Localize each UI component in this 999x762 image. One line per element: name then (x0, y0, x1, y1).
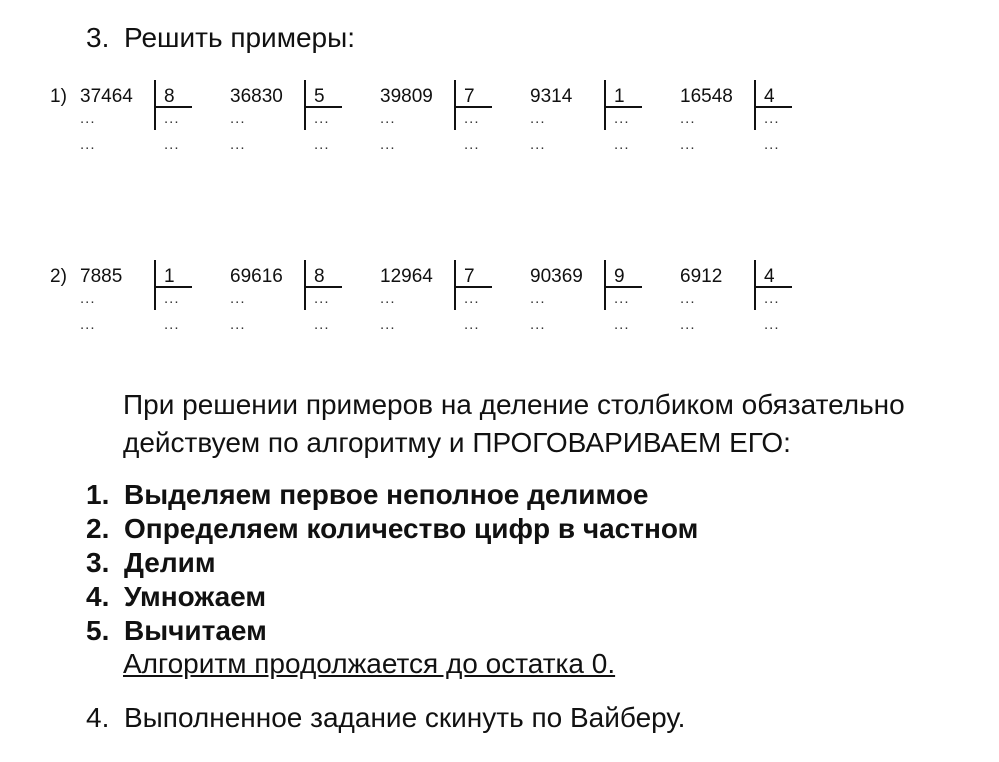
step-number: 1. (86, 479, 110, 510)
working-placeholder: ... (764, 316, 780, 333)
algorithm-note: Алгоритм продолжается до остатка 0. (123, 648, 616, 679)
row-label: 2) (50, 266, 67, 287)
algorithm-step (86, 614, 698, 648)
quotient-placeholder: ... (464, 290, 480, 307)
dividend: 9314 (530, 86, 573, 107)
working-placeholder: ... (464, 136, 480, 153)
working-placeholder: ... (530, 316, 546, 333)
division-example (680, 76, 800, 156)
task3-title: Решить примеры: (124, 22, 355, 53)
working-placeholder: ... (164, 316, 180, 333)
working-placeholder: ... (380, 136, 396, 153)
divisor: 8 (314, 266, 325, 287)
algorithm-steps (86, 478, 698, 648)
working-placeholder: ... (614, 316, 630, 333)
step-text: Определяем количество цифр в частном (124, 513, 699, 544)
quotient-placeholder: ... (464, 110, 480, 127)
quotient-placeholder: ... (764, 110, 780, 127)
division-bar-vertical (604, 80, 606, 130)
division-bar-vertical (154, 260, 156, 310)
quotient-placeholder: ... (314, 110, 330, 127)
dividend: 69616 (230, 266, 283, 287)
working-placeholder: ... (764, 136, 780, 153)
examples-row-2 (50, 256, 810, 336)
working-placeholder: ... (530, 136, 546, 153)
instructions-line-2: действуем по алгоритму и ПРОГОВАРИВАЕМ ЕГО: (123, 427, 791, 458)
row-label: 1) (50, 86, 67, 107)
step-number: 5. (86, 615, 110, 646)
algorithm-step (86, 546, 698, 580)
division-bar-vertical (304, 80, 306, 130)
working-placeholder: ... (80, 316, 96, 333)
quotient-placeholder: ... (314, 290, 330, 307)
working-placeholder: ... (380, 110, 396, 127)
working-placeholder: ... (164, 136, 180, 153)
working-placeholder: ... (530, 290, 546, 307)
step-text: Делим (124, 547, 216, 578)
quotient-placeholder: ... (614, 290, 630, 307)
working-placeholder: ... (464, 316, 480, 333)
divisor: 7 (464, 86, 475, 107)
step-number: 4. (86, 581, 110, 612)
task3-heading (86, 22, 355, 54)
division-example (380, 76, 500, 156)
working-placeholder: ... (614, 136, 630, 153)
working-placeholder: ... (230, 136, 246, 153)
divisor: 9 (614, 266, 625, 287)
working-placeholder: ... (314, 316, 330, 333)
working-placeholder: ... (230, 290, 246, 307)
instructions-paragraph (123, 386, 983, 462)
division-example (80, 256, 200, 336)
division-bar-vertical (754, 260, 756, 310)
working-placeholder: ... (230, 316, 246, 333)
step-number: 3. (86, 547, 110, 578)
working-placeholder: ... (80, 136, 96, 153)
working-placeholder: ... (380, 316, 396, 333)
dividend: 37464 (80, 86, 133, 107)
step-number: 2. (86, 513, 110, 544)
divisor: 4 (764, 86, 775, 107)
instructions-line-1: При решении примеров на деление столбиком обязательно (123, 389, 905, 420)
step-text: Умножаем (124, 581, 267, 612)
working-placeholder: ... (80, 290, 96, 307)
divisor: 4 (764, 266, 775, 287)
dividend: 36830 (230, 86, 283, 107)
division-example (230, 76, 350, 156)
divisor: 1 (614, 86, 625, 107)
task4-line (86, 702, 685, 734)
division-example (530, 76, 650, 156)
division-bar-vertical (754, 80, 756, 130)
working-placeholder: ... (680, 316, 696, 333)
step-text: Выделяем первое неполное делимое (124, 479, 649, 510)
algorithm-step (86, 512, 698, 546)
quotient-placeholder: ... (164, 110, 180, 127)
divisor: 8 (164, 86, 175, 107)
dividend: 12964 (380, 266, 433, 287)
divisor: 1 (164, 266, 175, 287)
quotient-placeholder: ... (764, 290, 780, 307)
division-bar-vertical (154, 80, 156, 130)
task3-number: 3. (86, 22, 110, 53)
dividend: 16548 (680, 86, 733, 107)
dividend: 7885 (80, 266, 123, 287)
algorithm-step (86, 478, 698, 512)
division-bar-vertical (304, 260, 306, 310)
task4-number: 4. (86, 702, 110, 733)
dividend: 6912 (680, 266, 723, 287)
working-placeholder: ... (314, 136, 330, 153)
algorithm-step (86, 580, 698, 614)
working-placeholder: ... (680, 290, 696, 307)
division-example (80, 76, 200, 156)
examples-row-1 (50, 76, 810, 156)
division-example (680, 256, 800, 336)
task4-text: Выполненное задание скинуть по Вайберу. (124, 702, 686, 733)
working-placeholder: ... (380, 290, 396, 307)
quotient-placeholder: ... (614, 110, 630, 127)
dividend: 39809 (380, 86, 433, 107)
working-placeholder: ... (680, 110, 696, 127)
working-placeholder: ... (530, 110, 546, 127)
division-example (230, 256, 350, 336)
division-bar-vertical (454, 80, 456, 130)
division-bar-vertical (604, 260, 606, 310)
dividend: 90369 (530, 266, 583, 287)
divisor: 5 (314, 86, 325, 107)
working-placeholder: ... (680, 136, 696, 153)
divisor: 7 (464, 266, 475, 287)
division-example (380, 256, 500, 336)
step-text: Вычитаем (124, 615, 267, 646)
quotient-placeholder: ... (164, 290, 180, 307)
working-placeholder: ... (230, 110, 246, 127)
working-placeholder: ... (80, 110, 96, 127)
division-example (530, 256, 650, 336)
division-bar-vertical (454, 260, 456, 310)
